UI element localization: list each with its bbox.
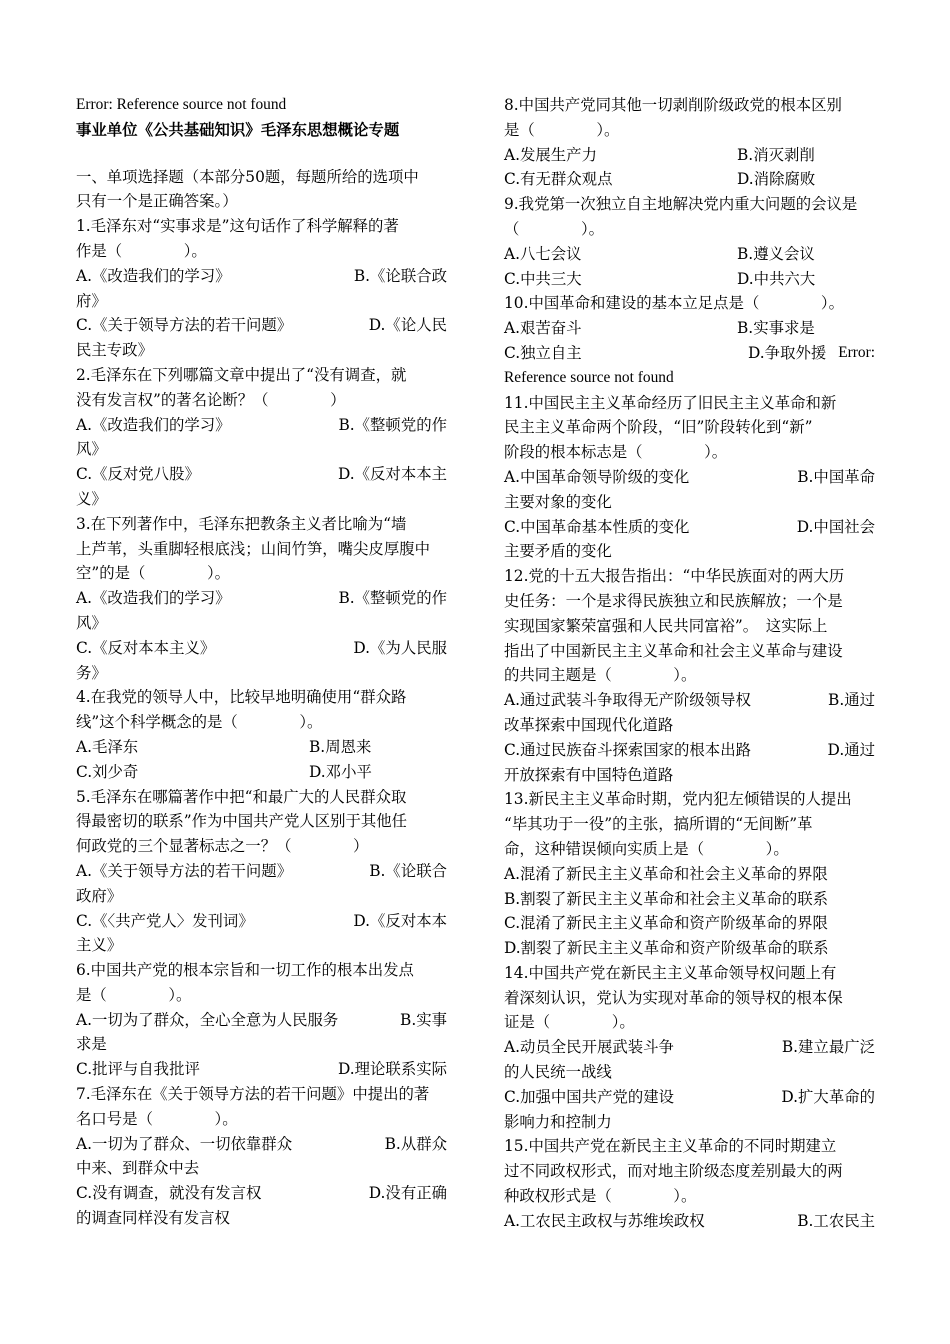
- question-13: [504, 787, 875, 961]
- option-b: B.消灭剥削: [737, 145, 815, 164]
- option-continuation: 义》: [76, 489, 107, 508]
- option-b: B.通过: [828, 691, 875, 710]
- option-a: A.工农民主政权与苏维埃政权: [504, 1211, 705, 1230]
- document-title: 事业单位《公共基础知识》毛泽东思想概论专题: [76, 120, 400, 139]
- option-b: B.周恩来: [309, 737, 372, 756]
- question-stem: 空”的是（ ）。: [76, 564, 231, 583]
- question-stem: 8.中国共产党同其他一切剥削阶级政党的根本区别: [504, 96, 842, 114]
- option-row: [76, 1057, 447, 1082]
- question-stem: 10.中国革命和建设的基本立足点是（ ）。: [504, 294, 844, 313]
- option-a: A.发展生产力: [504, 145, 597, 164]
- option-a: A.中国革命领导阶级的变化: [504, 467, 690, 486]
- question-6: [76, 958, 447, 1082]
- option-d: D.理论联系实际: [337, 1060, 447, 1079]
- option-b: B.《整顿党的作: [338, 589, 447, 608]
- option-b: B.割裂了新民主主义革命和社会主义革命的联系: [504, 889, 829, 908]
- question-stem: 证是（ ）。: [504, 1013, 635, 1032]
- option-d: D.割裂了新民主主义革命和资产阶级革命的联系: [504, 939, 829, 958]
- question-stem: 7.毛泽东在《关于领导方法的若干问题》中提出的著: [76, 1085, 430, 1104]
- question-stem: 3.在下列著作中，毛泽东把教条主义者比喻为“墙: [76, 514, 407, 533]
- option-row: [76, 1181, 447, 1206]
- option-a: A.艰苦奋斗: [504, 319, 582, 338]
- question-stem: 阶段的根本标志是（ ）。: [504, 443, 728, 462]
- option-continuation: 的人民统一战线: [504, 1063, 612, 1082]
- question-stem: 名口号是（ ）。: [76, 1109, 238, 1128]
- question-stem: 4.在我党的领导人中，比较早地明确使用“群众路: [76, 688, 407, 707]
- option-continuation: 中来、到群众中去: [76, 1159, 200, 1178]
- section-heading-line: 只有一个是正确答案。）: [76, 192, 238, 211]
- question-stem: 是（ ）。: [76, 985, 192, 1004]
- option-row: [76, 586, 447, 611]
- option-continuation: 务》: [76, 663, 107, 682]
- option-continuation: 主义》: [76, 936, 123, 955]
- option-c: C.独立自主: [504, 343, 582, 362]
- question-stem: 没有发言权”的著名论断？（ ）: [76, 390, 346, 409]
- option-continuation: 开放探索有中国特色道路: [504, 765, 674, 784]
- question-stem: 何政党的三个显著标志之一？（ ）: [76, 837, 369, 856]
- option-b: B.实事: [400, 1010, 447, 1029]
- question-stem: 的共同主题是（ ）。: [504, 666, 697, 685]
- option-c: C.刘少奇: [76, 762, 139, 781]
- option-row: [504, 242, 875, 267]
- option-b: B.实事求是: [737, 319, 815, 338]
- option-c: C.《反对本本主义》: [76, 638, 216, 657]
- option-b: B.《整顿党的作: [338, 415, 447, 434]
- option-c: C.中国革命基本性质的变化: [504, 517, 690, 536]
- option-row: [504, 515, 875, 540]
- option-a: A.毛泽东: [76, 737, 139, 756]
- option-row: [504, 267, 875, 292]
- question-stem: 14.中国共产党在新民主主义革命领导权问题上有: [504, 963, 837, 982]
- question-stem: 9.我党第一次独立自主地解决党内重大问题的会议是: [504, 195, 858, 214]
- option-row: [76, 760, 447, 785]
- option-row: [76, 313, 447, 338]
- option-continuation: 主要矛盾的变化: [504, 542, 612, 561]
- option-continuation: 政府》: [76, 886, 123, 905]
- option-b: B.工农民主: [797, 1211, 875, 1230]
- option-d: D.《为人民服: [353, 638, 447, 657]
- option-row: [504, 316, 875, 341]
- option-c: C.中共三大: [504, 269, 582, 288]
- question-stem: 2.毛泽东在下列哪篇文章中提出了“没有调查，就: [76, 365, 407, 384]
- option-continuation: 的调查同样没有发言权: [76, 1209, 230, 1228]
- option-row: [504, 465, 875, 490]
- option-d: D.通过: [827, 740, 875, 759]
- option-c: C.《关于领导方法的若干问题》: [76, 316, 293, 335]
- question-stem: 种政权形式是（ ）。: [504, 1187, 697, 1206]
- question-stem: 过不同政权形式，而对地主阶级态度差别最大的两: [504, 1162, 843, 1181]
- option-a: A.《改造我们的学习》: [76, 266, 231, 285]
- left-column: [76, 93, 447, 1231]
- option-a: A.一切为了群众，全心全意为人民服务: [76, 1010, 339, 1029]
- right-column: [504, 93, 875, 1234]
- option-a: A.《改造我们的学习》: [76, 589, 231, 608]
- option-row: [504, 1035, 875, 1060]
- option-continuation: 改革探索中国现代化道路: [504, 715, 674, 734]
- option-continuation: 主要对象的变化: [504, 492, 612, 511]
- option-d: D.中共六大: [737, 269, 816, 288]
- question-stem: （ ）。: [504, 219, 605, 238]
- option-row: [504, 1085, 875, 1110]
- question-stem: 指出了中国新民主主义革命和社会主义革命与建设: [504, 641, 843, 660]
- question-stem: 6.中国共产党的根本宗旨和一切工作的根本出发点: [76, 961, 414, 980]
- option-d: D.邓小平: [309, 762, 372, 781]
- option-c: C.通过民族奋斗探索国家的根本出路: [504, 740, 751, 759]
- question-stem: 是（ ）。: [504, 120, 620, 139]
- option-d: D.消除腐败: [737, 170, 816, 189]
- option-a: A.《改造我们的学习》: [76, 415, 231, 434]
- option-a: A.混淆了新民主主义革命和社会主义革命的界限: [504, 864, 828, 883]
- option-c: C.混淆了新民主主义革命和资产阶级革命的界限: [504, 914, 828, 933]
- option-a: A.八七会议: [504, 244, 582, 263]
- option-row: [76, 1008, 447, 1033]
- option-row: [504, 1209, 875, 1234]
- option-a: A.《关于领导方法的若干问题》: [76, 861, 293, 880]
- option-row: [76, 413, 447, 438]
- question-stem: 命，这种错误倾向实质上是（ ）。: [504, 839, 789, 858]
- question-stem: “毕其功于一役”的主张，搞所谓的“无间断”革: [504, 815, 813, 834]
- question-stem: 12.党的十五大报告指出：“中华民族面对的两大历: [504, 567, 845, 586]
- question-stem: 民主主义革命两个阶段，“旧”阶段转化到“新”: [504, 418, 813, 437]
- option-d: D.没有正确: [368, 1184, 447, 1203]
- question-7: [76, 1082, 447, 1231]
- question-stem: 实现国家繁荣富强和人民共同富裕”。 这实际上: [504, 616, 828, 635]
- option-row: [76, 1132, 447, 1157]
- question-stem: 作是（ ）。: [76, 241, 207, 260]
- option-continuation: 求是: [76, 1035, 107, 1054]
- option-d: D.《反对本本主: [337, 465, 447, 484]
- question-11: [504, 391, 875, 565]
- option-continuation: 影响力和控制力: [504, 1112, 612, 1131]
- question-8: [504, 93, 875, 192]
- option-c: C.《〈共产党人〉发刊词》: [76, 911, 254, 930]
- question-stem: 13.新民主主义革命时期，党内犯左倾错误的人提出: [504, 790, 852, 809]
- option-c: C.批评与自我批评: [76, 1060, 200, 1079]
- option-row: [76, 909, 447, 934]
- option-row: [76, 636, 447, 661]
- question-1: [76, 214, 447, 363]
- question-stem: 得最密切的联系”作为中国共产党人区别于其他任: [76, 812, 408, 831]
- question-stem: 线”这个科学概念的是（ ）。: [76, 713, 323, 732]
- option-b: B.遵义会议: [737, 244, 815, 263]
- option-row: [504, 341, 875, 366]
- option-d: D.中国社会: [796, 517, 875, 536]
- error-reference-text: Error: Reference source not found: [76, 96, 287, 113]
- option-continuation: 风》: [76, 440, 107, 459]
- question-5: [76, 785, 447, 959]
- option-c: C.《反对党八股》: [76, 465, 200, 484]
- question-stem: 5.毛泽东在哪篇著作中把“和最广大的人民群众取: [76, 787, 407, 806]
- question-stem: 1.毛泽东对“实事求是”这句话作了科学解释的著: [76, 217, 399, 236]
- option-a: A.通过武装斗争取得无产阶级领导权: [504, 691, 751, 710]
- option-continuation: 民主专政》: [76, 341, 153, 360]
- error-reference-text: Error:: [838, 343, 875, 361]
- section-heading-line: 一、单项选择题（本部分50题，每题所给的选项中: [76, 167, 419, 186]
- question-15: [504, 1134, 875, 1233]
- option-c: C.有无群众观点: [504, 170, 613, 189]
- option-continuation: 风》: [76, 613, 107, 632]
- error-reference-text: Reference source not found: [504, 368, 674, 386]
- option-d: D.扩大革命的: [781, 1087, 875, 1106]
- option-d: D.争取外援: [748, 343, 827, 362]
- question-2: [76, 363, 447, 512]
- option-row: [76, 859, 447, 884]
- option-b: B.从群众: [384, 1134, 447, 1153]
- option-a: A.一切为了群众、一切依靠群众: [76, 1134, 293, 1153]
- option-d: D.《反对本本: [353, 911, 447, 930]
- option-b: B.《论联合政: [353, 266, 447, 285]
- option-row: [504, 738, 875, 763]
- option-row: [76, 462, 447, 487]
- question-14: [504, 961, 875, 1135]
- option-b: B.建立最广泛: [781, 1038, 875, 1057]
- question-stem: 着深刻认识，党认为实现对革命的领导权的根本保: [504, 988, 843, 1007]
- option-d: D.《论人民: [368, 316, 447, 335]
- option-row: [76, 735, 447, 760]
- question-stem: 史任务：一个是求得民族独立和民族解放；一个是: [504, 591, 843, 610]
- option-row: [504, 143, 875, 168]
- option-b: B.中国革命: [797, 467, 875, 486]
- question-stem: 11.中国民主主义革命经历了旧民主主义革命和新: [504, 393, 837, 412]
- question-12: [504, 564, 875, 787]
- option-c: C.没有调查，就没有发言权: [76, 1184, 262, 1203]
- option-a: A.动员全民开展武装斗争: [504, 1038, 674, 1057]
- question-4: [76, 685, 447, 784]
- option-b: B.《论联合: [369, 861, 447, 880]
- question-3: [76, 512, 447, 686]
- option-row: [504, 167, 875, 192]
- option-continuation: 府》: [76, 291, 107, 310]
- question-stem: 上芦苇，头重脚轻根底浅；山间竹笋，嘴尖皮厚腹中: [76, 539, 430, 558]
- option-row: [504, 688, 875, 713]
- question-9: [504, 192, 875, 291]
- question-10: [504, 291, 875, 390]
- option-c: C.加强中国共产党的建设: [504, 1087, 675, 1106]
- question-stem: 15.中国共产党在新民主主义革命的不同时期建立: [504, 1137, 837, 1156]
- option-row: [76, 264, 447, 289]
